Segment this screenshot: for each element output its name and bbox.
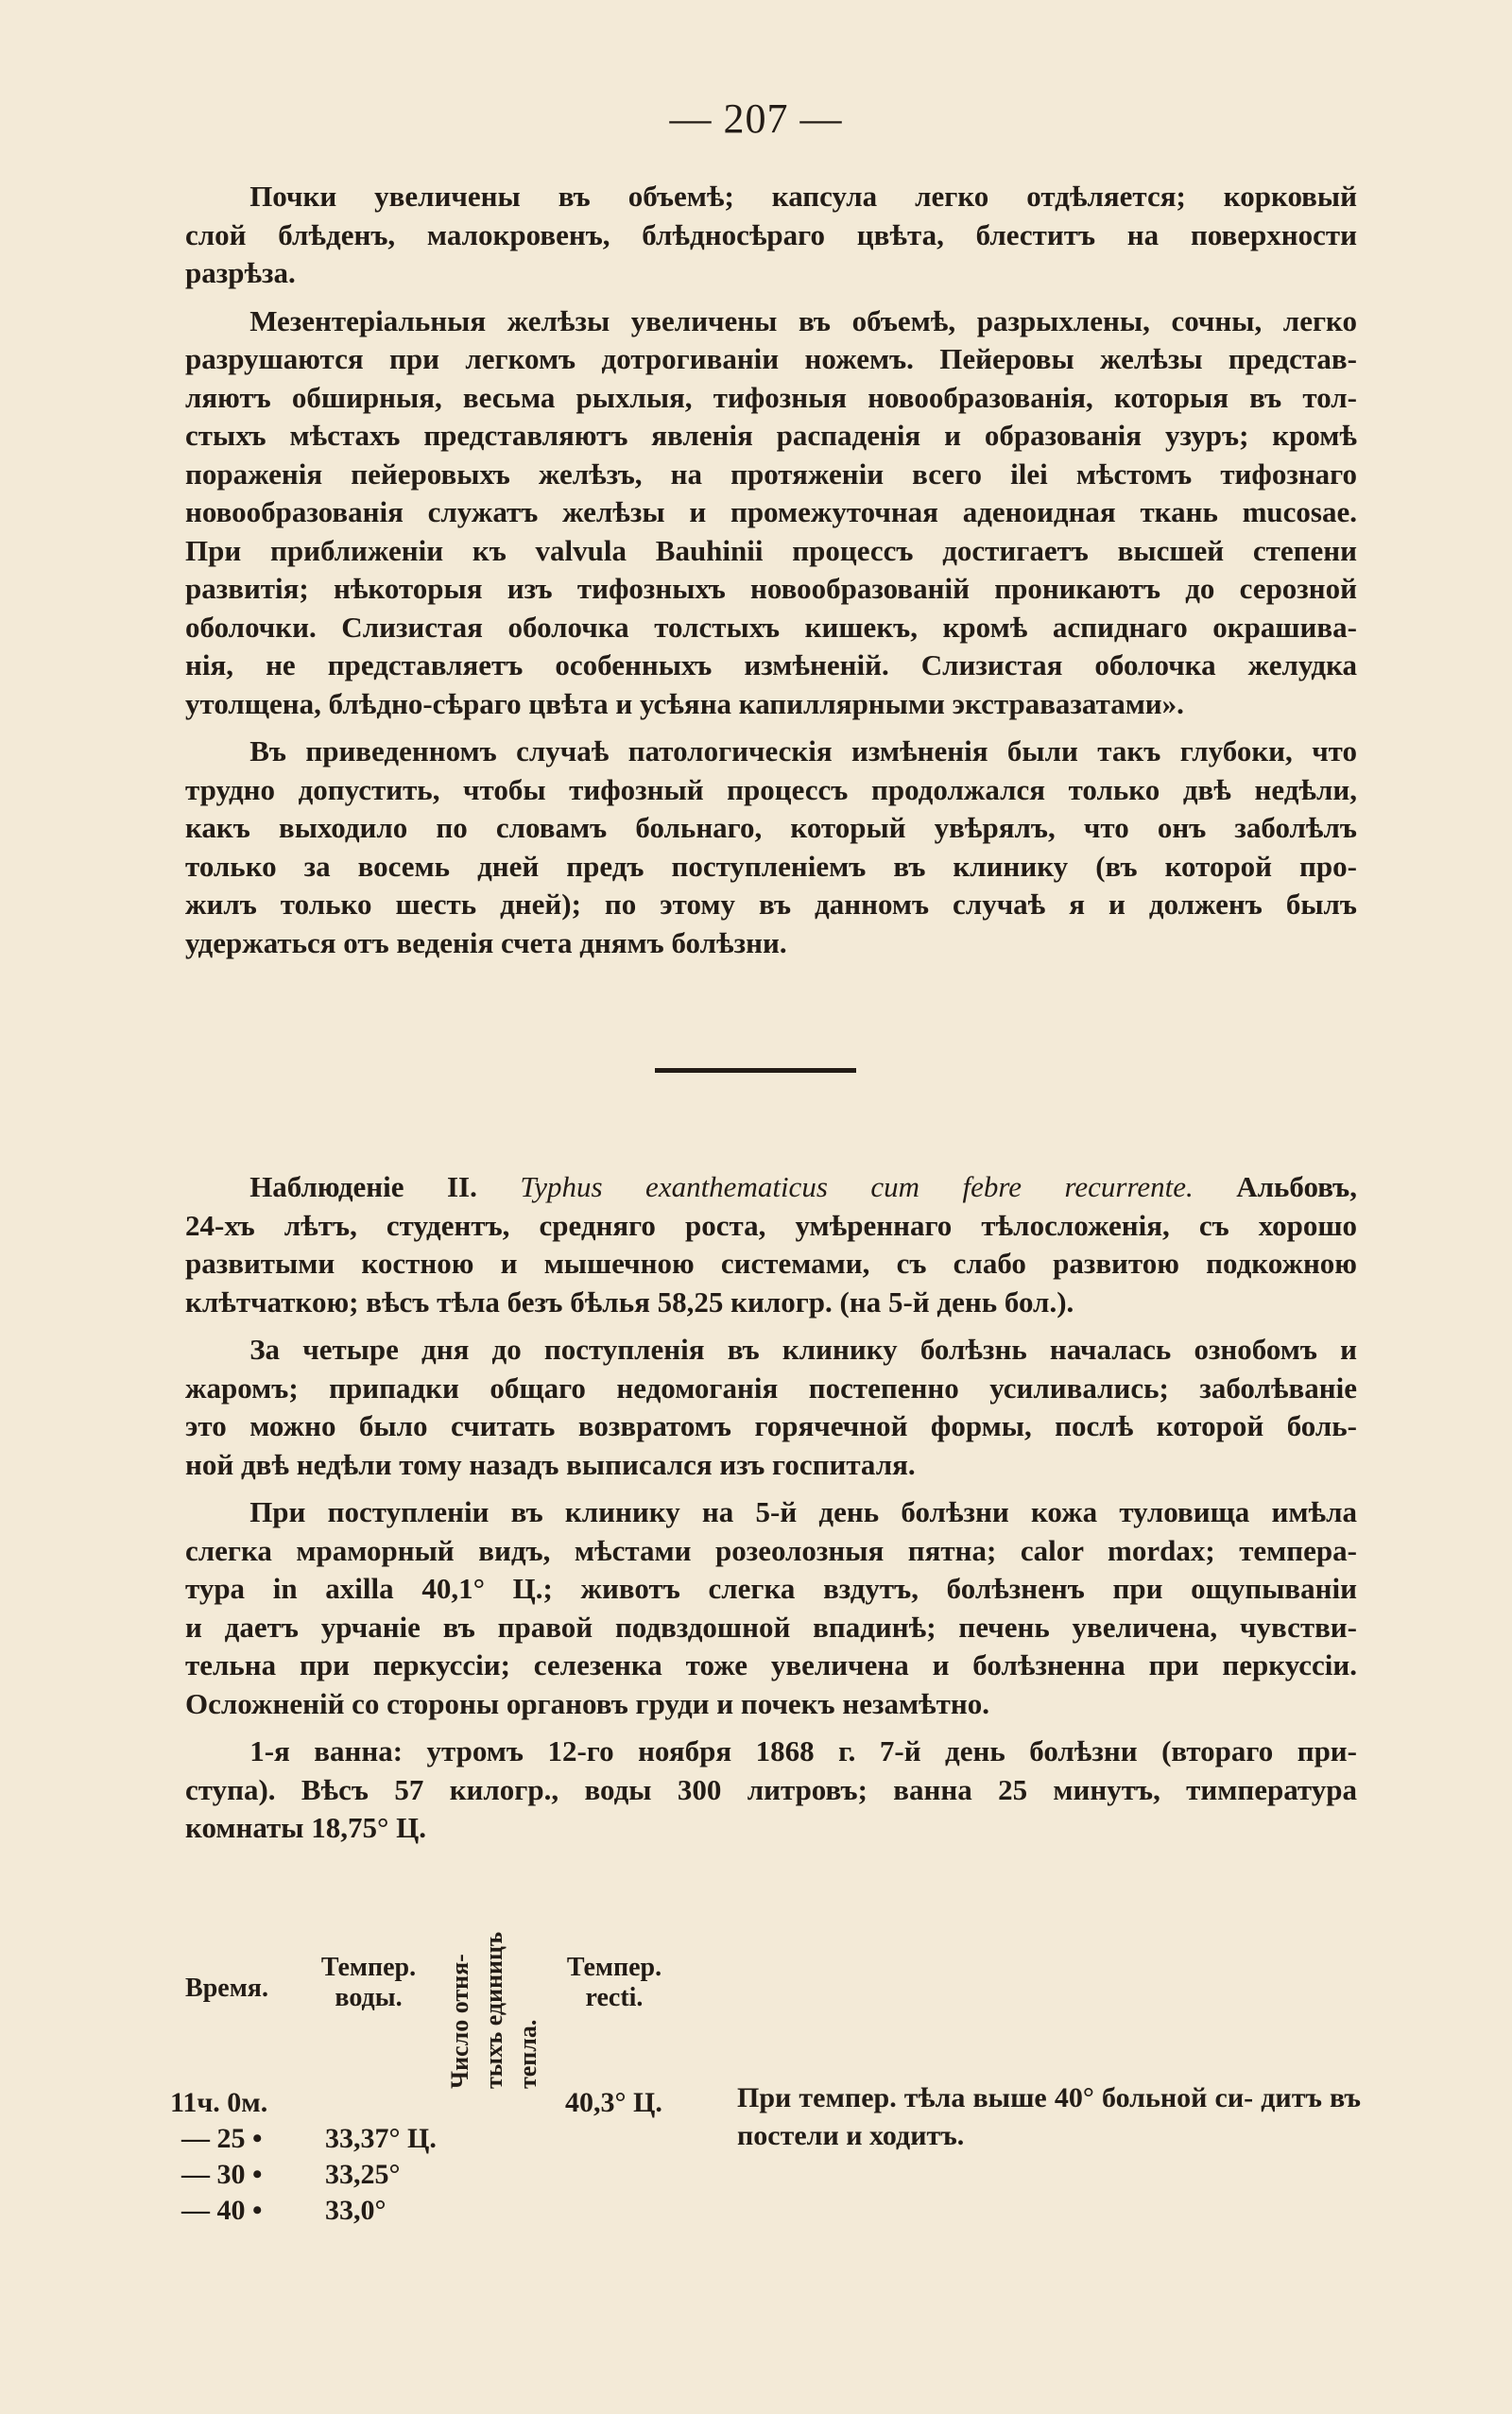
text-line: Почки увеличены въ объемѣ; капсула легко отдѣляется; корковый bbox=[249, 180, 1357, 213]
observation-label: Наблюденіе II. bbox=[249, 1170, 477, 1203]
text-line: развитыми костною и мышечною системами, съ слабо развитою подкожною bbox=[185, 1247, 1357, 1280]
header-water-temp-line1: Темпер. bbox=[320, 1953, 417, 1982]
text-line: пораженія пейеровыхъ желѣзъ, на протяженіи всего ilei мѣстомъ тифознаго bbox=[185, 457, 1357, 491]
text-line: удержаться отъ веденія счета днямъ болѣзни. bbox=[185, 925, 787, 959]
row-water-temp: 33,0° bbox=[325, 2195, 387, 2226]
page-number: — 207 — bbox=[669, 95, 843, 142]
text-line: Въ приведенномъ случаѣ патологическія измѣненія были такъ глубоки, что bbox=[249, 734, 1357, 767]
text-line: развитія; нѣкоторыя изъ тифозныхъ новообразованій проникаютъ до серозной bbox=[185, 572, 1357, 605]
text-line: Осложненій со стороны органовъ груди и почекъ незамѣтно. bbox=[185, 1686, 990, 1720]
text-line: жаромъ; припадки общаго недомоганія постепенно усиливались; заболѣваніе bbox=[185, 1371, 1357, 1405]
header-recti-temp-line1: Темпер. bbox=[566, 1953, 662, 1982]
text-line: новообразованія служатъ желѣзы и промежуточная аденоидная ткань mucosae. bbox=[185, 495, 1357, 528]
row-time: 11ч. 0м. bbox=[170, 2087, 268, 2118]
text-line: ной двѣ недѣли тому назадъ выписался изъ госпиталя. bbox=[185, 1447, 916, 1481]
text-line: За четыре дня до поступленія въ клинику болѣзнь началась ознобомъ и bbox=[249, 1333, 1357, 1366]
text-line: ляютъ обширныя, весьма рыхлыя, тифозныя новообразованія, которыя въ тол- bbox=[185, 380, 1357, 414]
header-time: Время. bbox=[185, 1974, 268, 2003]
text-line: разрѣза. bbox=[185, 256, 296, 289]
text-line: 24-хъ лѣтъ, студентъ, средняго роста, умѣреннаго тѣлосложенія, съ хорошо bbox=[185, 1208, 1357, 1242]
row-time: — 40 • bbox=[181, 2195, 263, 2226]
text-line: Мезентеріальныя желѣзы увеличены въ объемѣ, разрыхлены, сочны, легко bbox=[249, 303, 1357, 337]
text-line: это можно было считать возвратомъ горячечной формы, послѣ которой боль- bbox=[185, 1409, 1357, 1442]
text-line: слой блѣденъ, малокровенъ, блѣдносѣраго цвѣта, блеститъ на поверхности bbox=[185, 217, 1357, 251]
text-line: только за восемь дней предъ поступленіемъ въ клинику (въ которой про- bbox=[185, 849, 1357, 883]
text-line: утолщена, блѣдно-сѣраго цвѣта и усѣяна капиллярными экстравазатами». bbox=[185, 686, 1184, 720]
text-line: слегка мраморный видъ, мѣстами розеолозныя пятна; calor mordax; темпера- bbox=[185, 1533, 1357, 1567]
text-line: оболочки. Слизистая оболочка толстыхъ кишекъ, кромѣ аспиднаго окрашива- bbox=[185, 610, 1357, 644]
text-line: комнаты 18,75° Ц. bbox=[185, 1811, 426, 1844]
text-line: тельна при перкуссіи; селезенка тоже увеличена и болѣзненна при перкуссіи. bbox=[185, 1648, 1357, 1681]
text-line: ступа). Вѣсъ 57 килогр., воды 300 литровъ; ванна 25 минутъ, тимпература bbox=[185, 1772, 1357, 1806]
text-line: жилъ только шесть дней); по этому въ данномъ случаѣ я и долженъ былъ bbox=[185, 888, 1357, 921]
header-water-temp-line2: воды. bbox=[335, 1983, 403, 2012]
text-line: При приближеніи къ valvula Bauhinii процессъ достигаетъ высшей степени bbox=[185, 533, 1357, 567]
text-line: разрушаются при легкомъ дотрогиваніи ножемъ. Пейеровы желѣзы представ- bbox=[185, 342, 1357, 375]
row-time: — 25 • bbox=[181, 2123, 263, 2154]
text-line: и даетъ урчаніе въ правой подвздошной впадинѣ; печень увеличена, чувстви- bbox=[185, 1610, 1357, 1644]
row-water-temp: 33,25° bbox=[325, 2159, 401, 2190]
row-recti-temp: 40,3° Ц. bbox=[565, 2087, 662, 2118]
header-heat-units-line1: Число отня- bbox=[446, 1954, 473, 2089]
header-heat-units-line3: тепла. bbox=[514, 2019, 541, 2089]
text-line: стыхъ мѣстахъ представляютъ явленія распаденія и образованія узуръ; кромѣ bbox=[185, 419, 1357, 452]
text-line: клѣтчаткою; вѣсъ тѣла безъ бѣлья 58,25 килогр. (на 5-й день бол.). bbox=[185, 1285, 1074, 1319]
text-line: трудно допустить, чтобы тифозный процессъ продолжался только двѣ недѣли, bbox=[185, 772, 1357, 806]
header-recti-temp-line2: recti. bbox=[585, 1983, 644, 2012]
row-time: — 30 • bbox=[181, 2159, 263, 2190]
table-note: При темпер. тѣла выше 40° больной си- дитъ въ постели и ходитъ. bbox=[737, 2082, 1361, 2151]
text-line: тура in axilla 40,1° Ц.; животъ слегка вздутъ, болѣзненъ при ощупываніи bbox=[185, 1572, 1357, 1605]
row-water-temp: 33,37° Ц. bbox=[325, 2123, 437, 2154]
text-line: 1-я ванна: утромъ 12-го ноября 1868 г. 7-й день болѣзни (втораго при- bbox=[249, 1734, 1357, 1767]
text-line: При поступленіи въ клинику на 5-й день болѣзни кожа туловища имѣла bbox=[249, 1495, 1357, 1528]
observation-diagnosis: Typhus exanthematicus cum febre recurrente. bbox=[520, 1170, 1194, 1203]
text-line: нія, не представляетъ особенныхъ измѣненій. Слизистая оболочка желудка bbox=[185, 648, 1357, 681]
header-heat-units-line2: тыхъ единицъ bbox=[480, 1931, 507, 2089]
text-line: какъ выходило по словамъ больнаго, который увѣрялъ, что онъ заболѣлъ bbox=[185, 811, 1357, 844]
patient-name: Альбовъ, bbox=[1236, 1170, 1357, 1203]
